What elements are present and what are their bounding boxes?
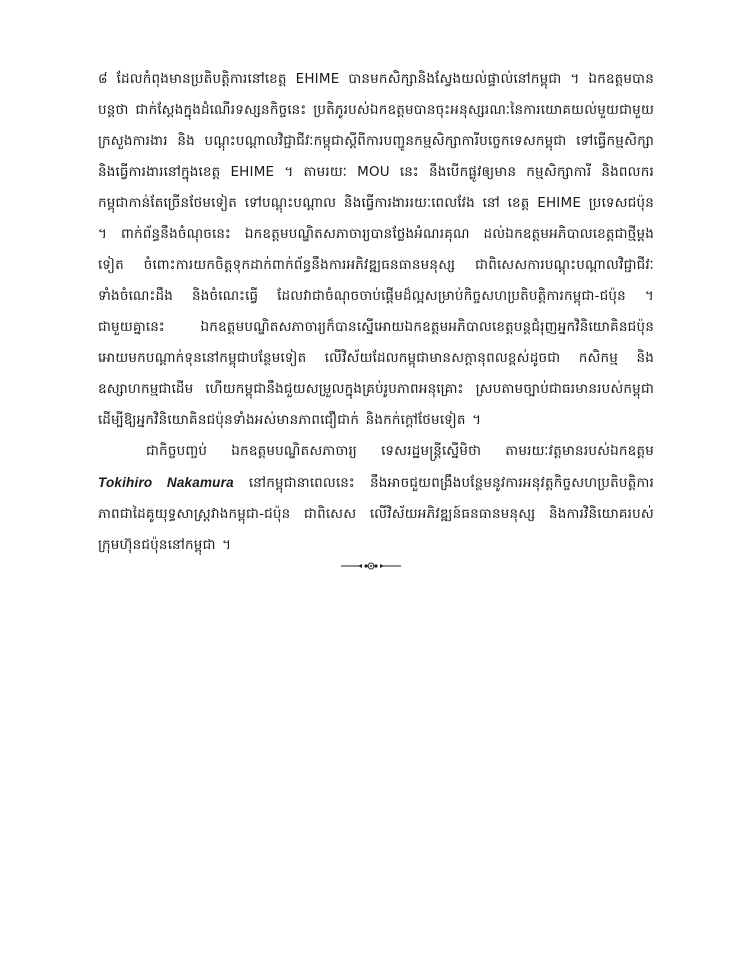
paragraph-1: ៨ ដែលកំពុងមានប្រតិបត្តិការនៅខេត្ត EHIME បានមកសិក្សានិងស្វែងយល់ផ្ទាល់នៅកម្ពុជា ។ ឯកឧត្តមបានបន្តថា ជាក់ស្តែងក្នុងដំណើរទស្សនកិច្ចនេះ ប្រតិភូរបស់ឯកឧត្តមបានចុះអនុស្សរណៈនៃការយោគយល់មួយជាមួយក្រសួងការងារ និង បណ្តុះបណ្តាលវិជ្ជាជីវៈកម្ពុជាស្តីពីការបញ្ជូនកម្មសិក្សាការីបច្ចេកទេសកម្ពុជា ទៅធ្វើកម្មសិក្សា និងធ្វើការងារនៅក្នុងខេត្ត EHIME ។ តាមរយៈ MOU នេះ នឹងបើកផ្លូវឲ្យមាន កម្មសិក្សាការី និងពលករកម្ពុជាកាន់តែច្រើនថែមទៀត ទៅបណ្តុះបណ្តាល និងធ្វើការងាររយៈពេលវែង នៅ ខេត្ត EHIME ប្រទេសជប៉ុន ។ ពាក់ព័ន្ធនឹងចំណុចនេះ ឯកឧត្តមបណ្ឌិតសភាចារ្យបានថ្លែងអំណរគុណ ដល់ឯកឧត្តមអភិបាលខេត្តជាថ្មីម្តងទៀត ចំពោះការយកចិត្តទុកដាក់ពាក់ព័ន្ធនឹងការអភិវឌ្ឍធនធានមនុស្ស ជាពិសេសការបណ្តុះបណ្តាលវិជ្ជាជីវៈ ទាំងចំណេះដឹង និងចំណេះធ្វើ ដែលវាជាចំណុចចាប់ផ្តើមដ៏ល្អសម្រាប់កិច្ចសហប្រតិបត្តិការកម្ពុជា-ជប៉ុន ។ ជាមួយគ្នានេះ ឯកឧត្តមបណ្ឌិតសភាចារ្យក៏បានស្នើអោយឯកឧត្តមអភិបាលខេត្តបន្តជំរុញអ្នកវិនិយោគិនជប៉ុនអោយមកបណ្តាក់ទុននៅកម្ពុជាបន្ថែមទៀត លើវិស័យដែលកម្ពុជាមានសក្តានុពលខ្ពស់ដូចជា កសិកម្ម និងឧស្សាហកម្មជាដើម ហើយកម្ពុជានឹងជួយសម្រួលក្នុងគ្រប់រូបភាពអនុគ្រោះ ស្របតាមច្បាប់ជាធរមានរបស់កម្ពុជា ដើម្បីឱ្យអ្នកវិនិយោគិនជប៉ុនទាំងអស់មានភាពជឿជាក់ និងកក់ក្តៅថែមទៀត ។: [98, 71, 654, 428]
paragraph-2-lead: ជាកិច្ចបញ្ចប់ ឯកឧត្តមបណ្ឌិតសភាចារ្យ ទេសរដ្ឋមន្ត្រីស្នើមិថា តាមរយៈវត្តមានរបស់ឯកឧត្តម: [146, 443, 654, 459]
paragraph-2-rest: នៅកម្ពុជានាពេលនេះ នឹងអាចជួយពង្រឹងបន្ថែមនូវការអនុវត្តកិច្ចសហប្រតិបត្តិការភាពជាដៃគូយុទ្ធសាស្ត្រវាងកម្ពុជា-ជប៉ុន ជាពិសេស លើវិស័យអភិវឌ្ឍន៍ធនធានមនុស្ស និងការវិនិយោគរបស់ក្រុមហ៊ុនជប៉ុននៅកម្ពុជា ។: [98, 475, 654, 553]
paragraph-2: [98, 436, 654, 561]
document-body: [98, 64, 654, 561]
decorative-divider-icon: [340, 559, 402, 573]
person-name: Tokihiro Nakamura: [98, 475, 234, 490]
